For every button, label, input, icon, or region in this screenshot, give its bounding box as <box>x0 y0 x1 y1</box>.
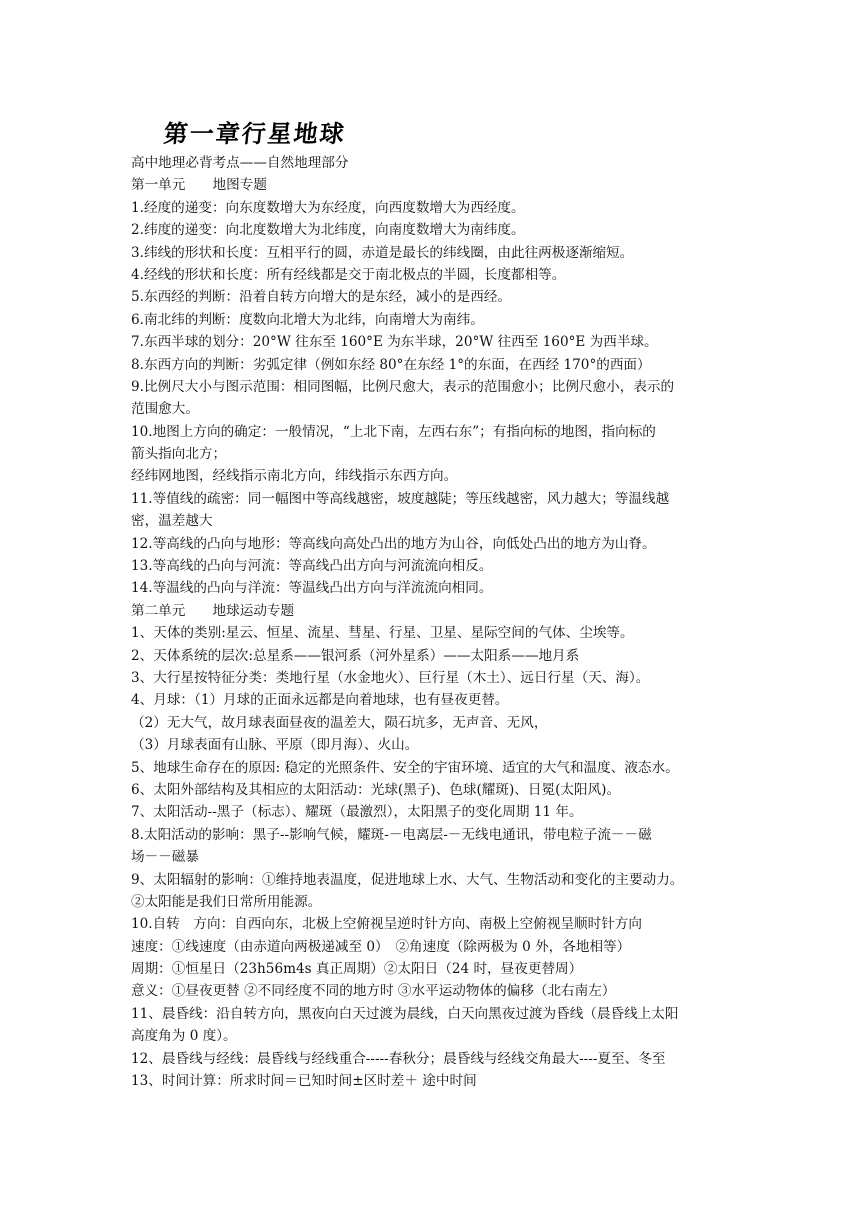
text-line: 6.南北纬的判断：度数向北增大为北纬，向南增大为南纬。 <box>131 311 484 328</box>
text-line: 1.经度的递变：向东度数增大为东经度，向西度数增大为西经度。 <box>131 199 525 216</box>
text-line: 14.等温线的凸向与洋流：等温线凸出方向与洋流流向相同。 <box>131 580 493 597</box>
text-line: 4、月球：（1）月球的正面永远都是向着地球，也有昼夜更替。 <box>131 692 509 709</box>
text-line: 9、太阳辐射的影响：①维持地表温度，促进地球上水、大气、生物活动和变化的主要动力。 <box>131 871 684 888</box>
chapter-title: 第一章行星地球 <box>162 119 348 148</box>
text-line: 5.东西经的判断：沿着自转方向增大的是东经，减小的是西经。 <box>131 289 511 306</box>
text-line: 10.地图上方向的确定：一般情况，“上北下南，左西右东”；有指向标的地图，指向标的 <box>131 423 656 440</box>
text-line: 12.等高线的凸向与地形：等高线向高处凸出的地方为山谷，向低处凸出的地方为山脊。 <box>131 535 656 552</box>
text-line: 第一单元 地图专题 <box>131 177 267 194</box>
text-line: 13、时间计算：所求时间＝已知时间±区时差＋ 途中时间 <box>131 1073 477 1090</box>
text-line: 10.自转 方向：自西向东，北极上空俯视呈逆时针方向、南极上空俯视呈顺时针方向 <box>131 916 642 933</box>
text-line: 4.经线的形状和长度：所有经线都是交于南北极点的半圆，长度都相等。 <box>131 266 566 283</box>
text-line: 5、地球生命存在的原因: 稳定的光照条件、安全的宇宙环境、适宜的大气和温度、液态水。 <box>131 759 679 776</box>
text-line: 意义：①昼夜更替 ②不同经度不同的地方时 ③水平运动物体的偏移（北右南左） <box>131 983 616 1000</box>
text-line: 9.比例尺大小与图示范围：相同图幅，比例尺愈大，表示的范围愈小；比例尺愈小，表示的 <box>131 378 675 395</box>
text-line: （2）无大气，故月球表面昼夜的温差大，陨石坑多，无声音、无风， <box>131 714 548 731</box>
text-line: 箭头指向北方； <box>131 446 227 463</box>
text-line: 8.东西方向的判断：劣弧定律（例如东经 80°在东经 1°的东面，在西经 170°的西面） <box>131 356 651 373</box>
text-line: 周期：①恒星日（23h56m4s 真正周期）②太阳日（24 时，昼夜更替周） <box>131 961 583 978</box>
text-line: ②太阳能是我们日常所用能源。 <box>131 893 322 910</box>
text-line: 12、晨昏线与经线：晨昏线与经线重合-----春秋分；晨昏线与经线交角最大----夏至、冬至 <box>131 1050 666 1067</box>
text-line: 高中地理必背考点——自然地理部分 <box>131 155 349 171</box>
text-line: 8.太阳活动的影响：黑子--影响气候，耀斑-－电离层-－无线电通讯，带电粒子流－－磁 <box>131 826 652 843</box>
text-line: 密，温差越大 <box>131 513 213 530</box>
text-line: 11、晨昏线：沿自转方向，黑夜向白天过渡为晨线，白天向黑夜过渡为昏线（晨昏线上太阳 <box>131 1005 679 1022</box>
text-line: 速度：①线速度（由赤道向两极递减至 0） ②角速度（除两极为 0 外，各地相等） <box>131 938 631 955</box>
text-line: 第二单元 地球运动专题 <box>131 602 295 619</box>
body-text <box>131 152 731 1092</box>
text-line: 2、天体系统的层次:总星系——银河系（河外星系）——太阳系——地月系 <box>131 647 580 664</box>
text-line: 范围愈大。 <box>131 401 199 418</box>
text-line: 2.纬度的递变：向北度数增大为北纬度，向南度数增大为南纬度。 <box>131 222 525 239</box>
text-line: 3、大行星按特征分类：类地行星（水金地火）、巨行星（木土）、远日行星（天、海）。 <box>131 669 650 686</box>
text-line: （3）月球表面有山脉、平原（即月海）、火山。 <box>131 737 419 754</box>
text-line: 7.东西半球的划分：20°W 往东至 160°E 为东半球，20°W 往西至 160°E 为西半球。 <box>131 334 658 351</box>
text-line: 7、太阳活动--黑子（标志）、耀斑（最激烈），太阳黑子的变化周期 11 年。 <box>131 804 583 821</box>
text-line: 3.纬线的形状和长度：互相平行的圆，赤道是最长的纬线圈，由此往两极逐渐缩短。 <box>131 244 634 261</box>
text-line: 经纬网地图，经线指示南北方向，纬线指示东西方向。 <box>131 468 458 485</box>
text-line: 13.等高线的凸向与河流：等高线凸出方向与河流流向相反。 <box>131 558 493 575</box>
text-line: 11.等值线的疏密：同一幅图中等高线越密，坡度越陡；等压线越密，风力越大；等温线越 <box>131 490 670 507</box>
text-line: 1、天体的类别:星云、恒星、流星、彗星、行星、卫星、星际空间的气体、尘埃等。 <box>131 625 634 642</box>
text-line: 6、太阳外部结构及其相应的太阳活动：光球(黑子)、色球(耀斑)、日冕(太阳风)。 <box>131 781 621 798</box>
text-line: 场－－磁暴 <box>131 849 199 866</box>
text-line: 高度角为 0 度）。 <box>131 1028 237 1045</box>
